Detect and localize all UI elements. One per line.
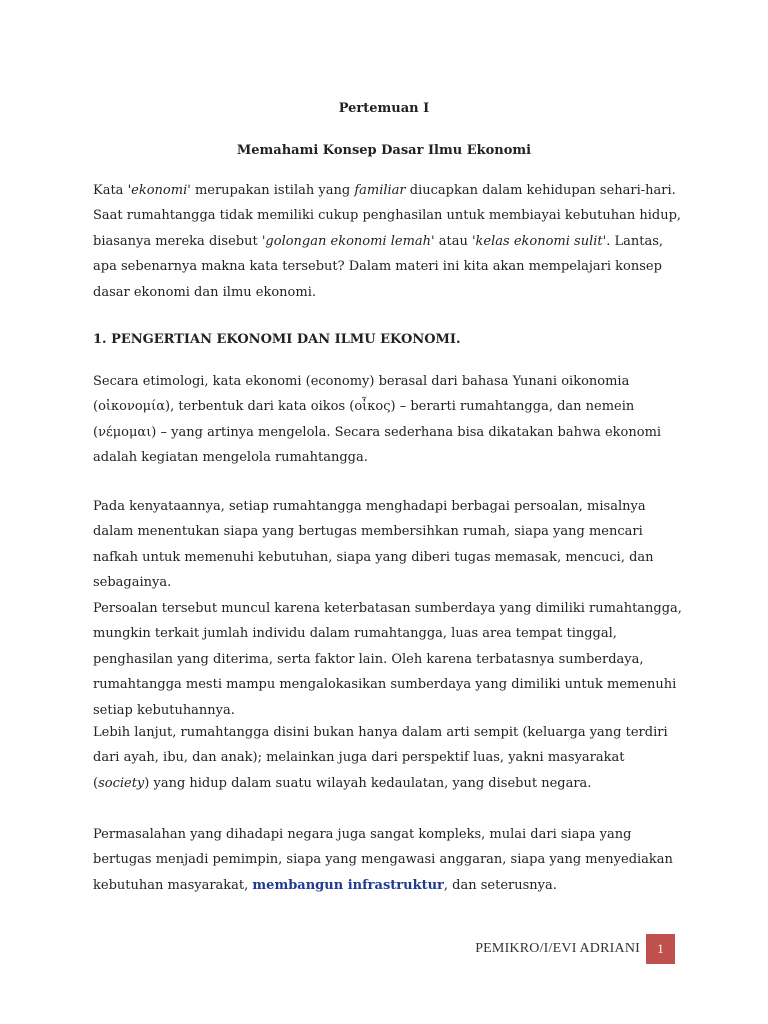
p4-text-1: Lebih lanjut, rumahtangga disini bukan hanya dalam arti sempit (keluarga yang terdiri dari ayah, ibu, dan anak); melainkan juga dari perspektif luas, yakni masyarakat (: [93, 725, 668, 791]
paragraph-persoalan: Persoalan tersebut muncul karena keterbatasan sumberdaya yang dimiliki rumahtangga, mungkin terkait jumlah individu dalam rumahtangga, luas area tempat tinggal, penghasilan yang diterima, serta faktor lain. Oleh karena terbatasnya sumberdaya, rumahtangga mesti mampu mengalokasikan sumberdaya yang dimiliki untuk memenuhi setiap kebutuhannya.: [93, 601, 682, 718]
intro-text-3: diucapkan dalam kehidupan sehari-hari. Saat rumahtangga tidak memiliki cukup penghasilan untuk membiayai kebutuhan hidup, biasanya mereka disebut: [93, 183, 682, 249]
intro-text-4: atau: [434, 233, 472, 249]
intro-term-ekonomi: 'ekonomi': [127, 183, 191, 198]
infrastructure-link[interactable]: membangun infrastruktur: [252, 877, 444, 893]
intro-text-1: Kata: [93, 183, 128, 198]
intro-text-2: merupakan istilah yang: [190, 183, 355, 198]
p4-term-society: society: [98, 775, 145, 791]
intro-text-5: . Lantas, apa sebenarnya makna kata tersebut? Dalam materi ini kita akan mempelajari konsep dasar ekonomi dan ilmu ekonomi.: [93, 233, 664, 300]
paragraph-etimologi: Secara etimologi, kata ekonomi (economy) berasal dari bahasa Yunani oikonomia (οἰκονομία), terbentuk dari kata oikos (οἶκος) – berarti rumahtangga, dan nemein (νέμομαι) – yang artinya mengelola. Secara sederhana bisa dikatakan bahwa ekonomi adalah kegiatan mengelola rumahtangga.: [93, 374, 662, 466]
intro-term-golongan: 'golongan ekonomi lemah': [261, 233, 435, 249]
intro-term-kelas: 'kelas ekonomi sulit': [471, 233, 607, 249]
page-number-badge: 1: [646, 934, 675, 964]
p5-text-1: Permasalahan yang dihadapi negara juga sangat kompleks, mulai dari siapa yang bertugas menjadi pemimpin, siapa yang mengawasi anggaran, siapa yang menyediakan kebutuhan masyarakat,: [93, 827, 673, 893]
document-subtitle: Memahami Konsep Dasar Ilmu Ekonomi: [236, 143, 532, 158]
section-heading-1: 1. PENGERTIAN EKONOMI DAN ILMU EKONOMI.: [93, 332, 461, 347]
paragraph-kenyataan: Pada kenyataannya, setiap rumahtangga menghadapi berbagai persoalan, misalnya dalam menentukan siapa yang bertugas membersihkan rumah, siapa yang mencari nafkah untuk memenuhi kebutuhan, siapa yang diberi tugas memasak, mencuci, dan sebagainya.: [93, 499, 654, 591]
footer-author: PEMIKRO/I/EVI ADRIANI: [475, 941, 640, 956]
p5-text-2: , dan seterusnya.: [443, 877, 557, 893]
paragraph-permasalahan: [93, 822, 683, 898]
meeting-title: Pertemuan I: [338, 101, 430, 116]
intro-term-familiar: familiar: [354, 183, 406, 198]
intro-paragraph: [93, 178, 683, 305]
p4-text-2: ) yang hidup dalam suatu wilayah kedaulatan, yang disebut negara.: [144, 775, 592, 791]
paragraph-lebih-lanjut: [93, 720, 683, 796]
